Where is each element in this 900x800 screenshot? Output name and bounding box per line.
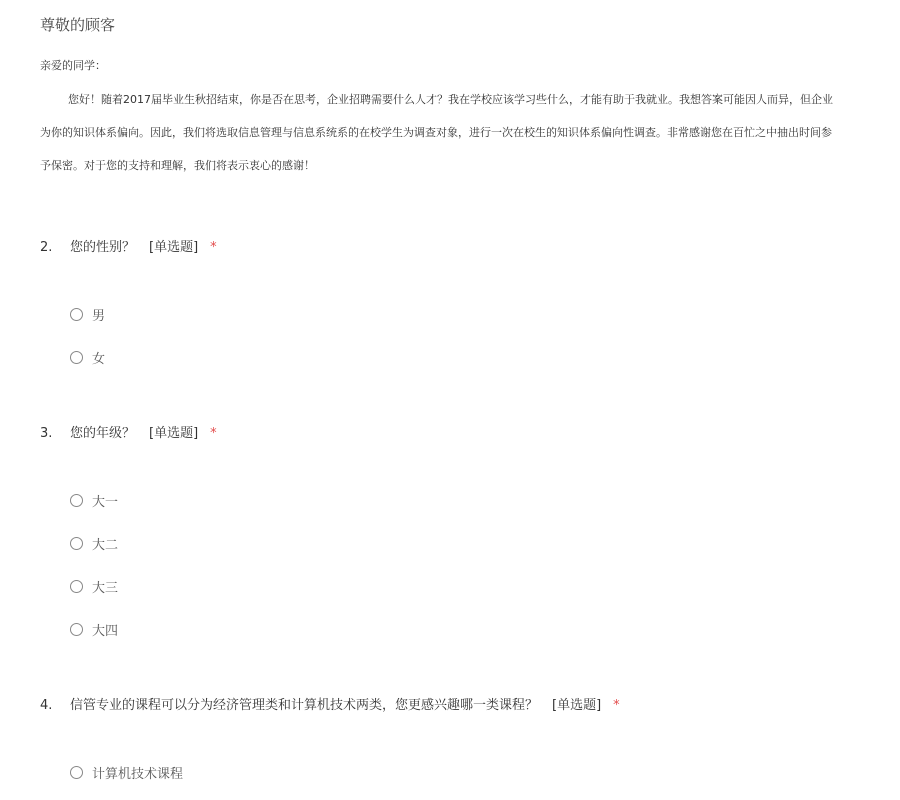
option-freshman[interactable] [70,491,118,510]
option-label: 女 [92,352,106,367]
question-gender [40,236,217,255]
intro-salutation: 亲爱的同学： [40,59,106,72]
radio-button[interactable] [70,494,83,507]
question-grade [40,422,217,441]
radio-button[interactable] [70,537,83,550]
question-number: 3. [40,426,53,441]
required-marker: * [210,240,217,255]
option-label: 男 [92,309,106,324]
option-sophomore[interactable] [70,534,118,553]
option-junior[interactable] [70,577,118,596]
intro-paragraph-line: 为你的知识体系偏向。因此，我们将选取信息管理与信息系统系的在校学生为调查对象，进行一次在校生的知识体系偏向性调查。非常感谢您在百忙之中抽出时间参 [40,126,832,139]
option-label: 大四 [92,624,119,639]
required-marker: * [613,698,620,713]
radio-button[interactable] [70,351,83,364]
option-male[interactable] [70,305,105,324]
option-computer-tech-course[interactable] [70,763,183,782]
intro-paragraph-line: 予保密。对于您的支持和理解，我们将表示衷心的感谢！ [40,159,315,172]
required-marker: * [210,426,217,441]
radio-button[interactable] [70,308,83,321]
option-label: 计算机技术课程 [92,767,184,782]
question-text: 您的性别？ [70,240,136,255]
question-number: 2. [40,240,53,255]
option-label: 大二 [92,538,119,553]
radio-button[interactable] [70,766,83,779]
intro-paragraph-line: 您好！随着2017届毕业生秋招结束，你是否在思考，企业招聘需要什么人才？我在学校应该学习些什么，才能有助于我就业。我想答案可能因人而异，但企业 [68,93,833,106]
option-female[interactable] [70,348,105,367]
question-type-label: [单选题] [149,426,199,441]
question-course-interest [40,694,620,713]
question-text: 信管专业的课程可以分为经济管理类和计算机技术两类，您更感兴趣哪一类课程？ [70,698,539,713]
question-type-label: [单选题] [552,698,602,713]
page-title: 尊敬的顾客 [40,16,116,34]
option-label: 大一 [92,495,119,510]
question-number: 4. [40,698,53,713]
radio-button[interactable] [70,623,83,636]
option-senior[interactable] [70,620,118,639]
option-label: 大三 [92,581,119,596]
question-type-label: [单选题] [149,240,199,255]
question-text: 您的年级？ [70,426,136,441]
radio-button[interactable] [70,580,83,593]
